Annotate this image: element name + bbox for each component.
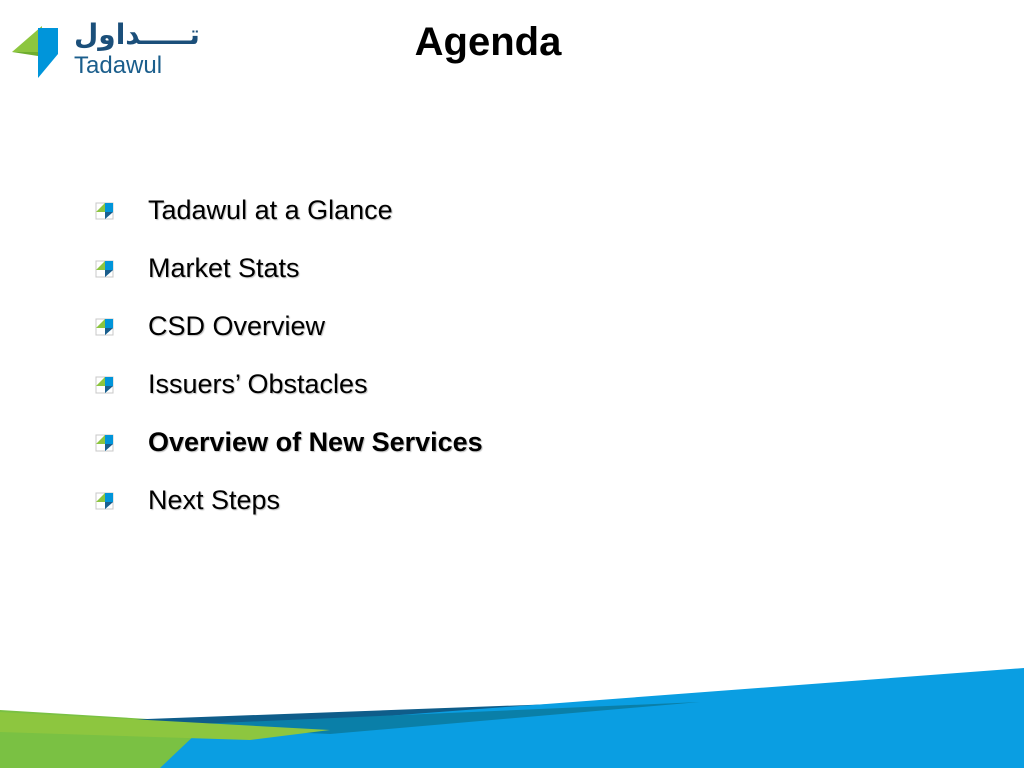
slide-title: Agenda: [414, 20, 562, 64]
agenda-item-label: Overview of New Services: [148, 427, 483, 457]
agenda-item-label: Next Steps: [148, 485, 281, 515]
square-bullet-icon: [95, 202, 115, 220]
agenda-item-label: Market Stats: [148, 253, 300, 283]
square-bullet-icon: [95, 260, 115, 278]
footer-swoosh-decoration: [0, 668, 1024, 768]
agenda-item-label: Tadawul at a Glance: [148, 195, 393, 225]
square-bullet-icon: [95, 376, 115, 394]
logo-latin-text: Tadawul: [74, 52, 163, 79]
square-bullet-icon: [95, 434, 115, 452]
logo-arabic-text: تـــــداول: [74, 18, 200, 51]
square-bullet-icon: [95, 318, 115, 336]
agenda-item-label: CSD Overview: [148, 311, 326, 341]
agenda-item-label: Issuers’ Obstacles: [148, 369, 368, 399]
square-bullet-icon: [95, 492, 115, 510]
